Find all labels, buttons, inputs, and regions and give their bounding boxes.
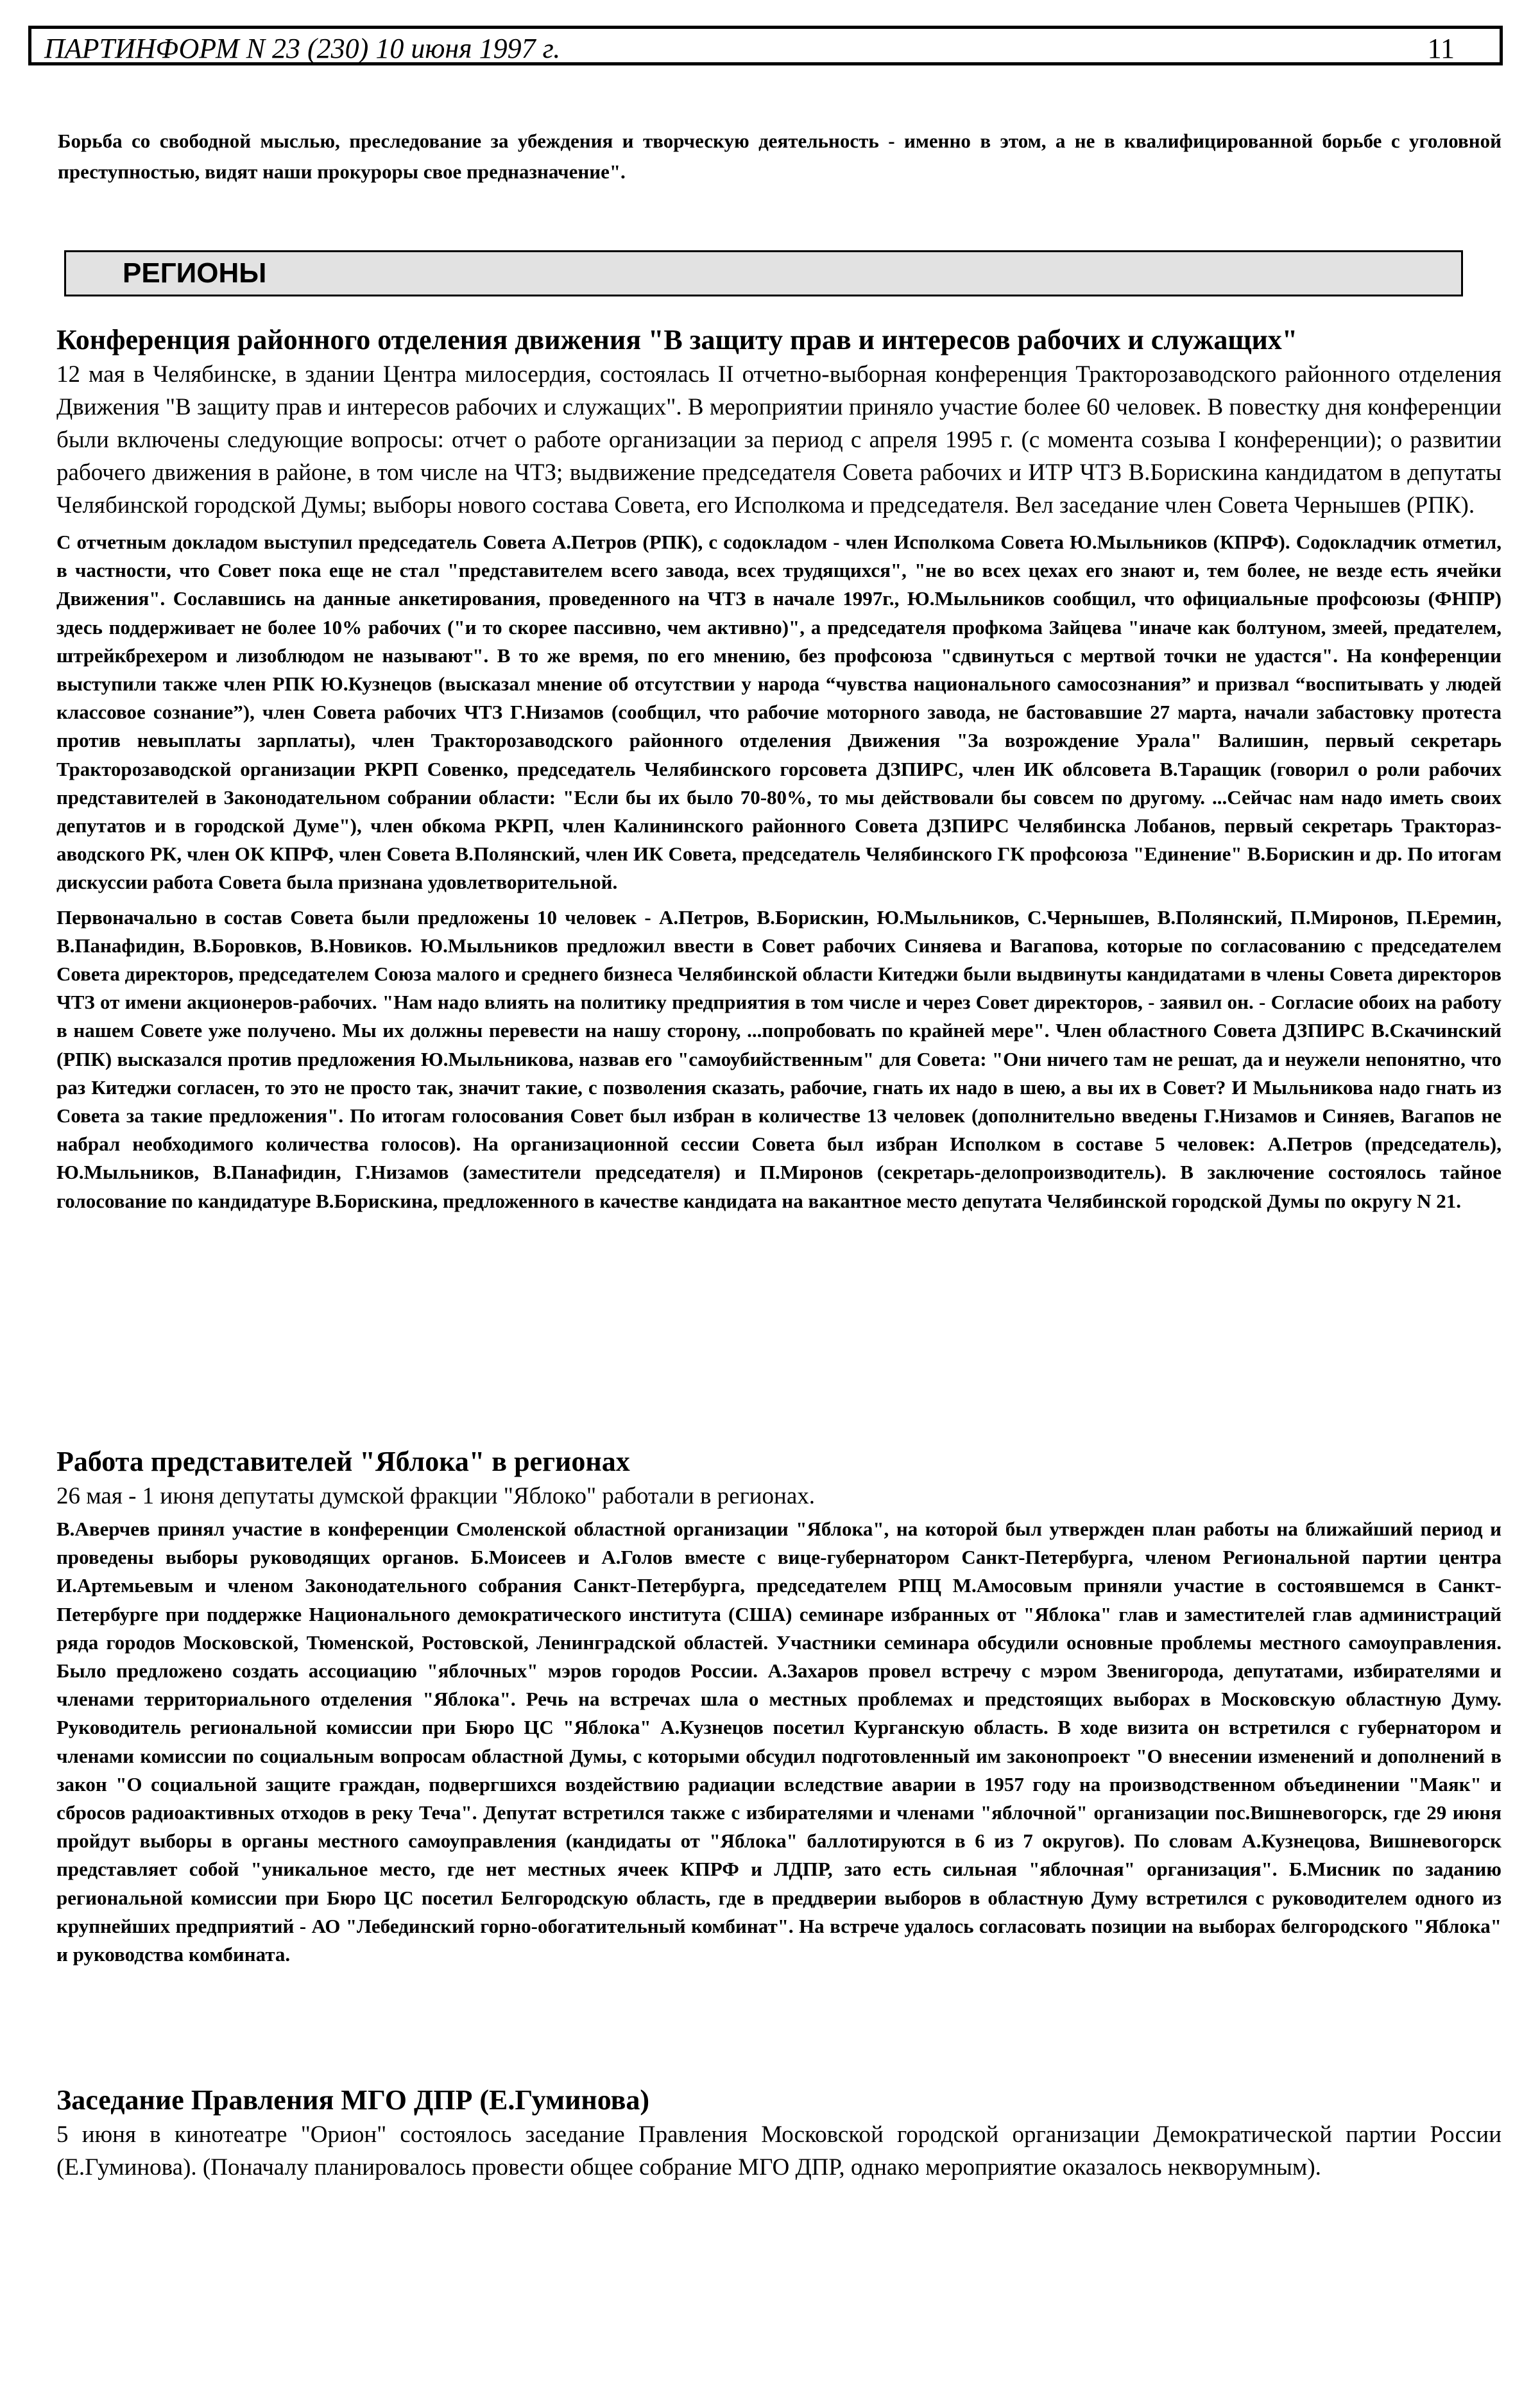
article-conference (56, 322, 1502, 1215)
article-title: Конференция районного отделения движения "В защиту прав и интересов рабочих и служащих" (56, 324, 1298, 356)
page-header (28, 26, 1503, 65)
page-number: 11 (1427, 33, 1455, 64)
article-yabloko-regions (56, 1444, 1502, 1969)
section-banner (64, 250, 1463, 296)
article-mgo-dpr (56, 2082, 1502, 2184)
article-lead: 26 мая - 1 июня депутаты думской фракции "Яблоко" работали в регионах. (56, 1483, 816, 1509)
article-body-paragraph: В.Аверчев принял участие в конференции Смоленской областной организации "Яблока", на которой был утвержден план работы на ближайший период и проведены выборы руководящих органов. Б.Моисеев и А.Голов вместе с вице-губернатором Санкт-Петербурга, членом Региональной партии центра И.Артемьевым и членом Законодательного собрания Санкт-Петербурга, председателем РПЦ М.Амосовым приняли участие в состоявшемся в Санкт-Петербурге при поддержке Национального демократического института (США) семинаре избранных от "Яблока" глав и заместителей глав администраций ряда городов Московской, Тюменской, Ростовской, Ленинградской областей. Участники семинара обсудили основные проблемы местного самоуправления. Было предложено создать ассоциацию "яблочных" мэров городов России. А.Захаров провел встречу с мэром Звенигорода, депутатами, избирателями и членами территориального отделения "Яблока". Речь на встречах шла о местных проблемах и предстоящих выборах в Московскую областную Думу. Руководитель региональной комиссии при Бюро ЦС "Яблока" А.Кузнецов посетил Курганскую область. В ходе визита он встретился с губернатором и членами комиссии по социальным вопросам областной Думы, с которыми обсудил подготовленный им законопроект "О внесении изменений и дополнений в закон "О социальной защите граждан, подвергшихся воздействию радиации вследствие аварии в 1957 году на производственном объединении "Маяк" и сбросов радиоактивных отходов в реку Теча". Депутат встретился также с избирателями и членами "яблочной" организации пос.Вишневогорск, где 29 июня пройдут выборы в органы местного самоуправления (кандидаты от "Яблока" баллотируются в 6 из 7 округов). По словам А.Кузнецова, Вишневогорск представляет собой "уникальное место, где нет местных ячеек КПРФ и ЛДПР, зато есть сильная "яблочная" организация". Б.Мисник по заданию региональной комиссии при Бюро ЦС посетил Белгородскую область, где в преддверии выборов в областную Думу встретился с руководителем одного из крупнейших предприятий - АО "Лебединский горно-обогатительный комбинат". На встрече удалось согласовать позиции на выборах белгородского "Яблока" и руководства комбината. (56, 1518, 1502, 1966)
article-body-paragraph: С отчетным докладом выступил председатель Совета А.Петров (РПК), с содокладом - член Исполкома Совета Ю.Мыльников (КПРФ). Содокладчик отметил, в частности, что Совет пока еще не стал "представителем всего завода, всех трудящихся", "не во всех цехах его знают и, тем более, не везде есть ячейки Движения". Сославшись на данные анкетирования, проведенного на ЧТЗ в начале 1997г., Ю.Мыльников сообщил, что официальные профсоюзы (ФНПР) здесь поддерживает не более 10% рабочих ("и то скорее пассивно, чем активно)", а председателя профкома Зайцева "иначе как болтуном, змеей, предателем, штрейкбрехером и лизоблюдом не называют". В то же время, по его мнению, без профсоюза "сдвинуться с мертвой точки не удастся". На конференции выступили также член РПК Ю.Кузнецов (высказал мнение об отсутствии у народа “чувства национального самосознания” и призвал “воспитывать у людей классовое сознание”), член Совета рабочих ЧТЗ Г.Низамов (сообщил, что рабочие моторного завода, не бастовавшие 27 марта, начали забастовку протеста против невыплаты зарплаты), член Тракторозаводского районного отделения Движения "За возрождение Урала" Валишин, первый секретарь Тракторозаводской организации РКРП Совенко, председатель Челябинского горсовета ДЗПИРС, член ИК облсовета В.Таращик (говорил о роли рабочих представителей в Законодательном собрании области: "Если бы их было 70-80%, то мы действовали бы совсем по другому. ...Сейчас нам надо иметь своих депутатов и в городской Думе"), член обкома РКРП, член Калининского районного Совета ДЗПИРС Челябинска Лобанов, первый секретарь Тракторазаводского РК, член ОК КПРФ, член Совета В.Полянский, член ИК Совета, председатель Челябинского ГК профсоюза "Единение" В.Борискин и др. По итогам дискуссии работа Совета была признана удовлетворительной. (56, 531, 1502, 894)
intro-paragraph: Борьба со свободной мыслью, преследование за убеждения и творческую деятельность - именно в этом, а не в квалифицированной борьбе с уголовной преступностью, видят наши прокуроры свое предназначение". (58, 130, 1502, 183)
article-lead: 12 мая в Челябинске, в здании Центра милосердия, состоялась II отчетно-выборная конференция Тракторозаводского районного отделения Движения "В защиту прав и интересов рабочих и служащих". В мероприятии приняло участие более 60 человек. В повестку дня конференции были включены следующие вопросы: отчет о работе организации за период с апреля 1995 г. (с момента созыва I конференции); о развитии рабочего движения в районе, в том числе на ЧТЗ; выдвижение председателя Совета рабочих и ИТР ЧТЗ В.Борискина кандидатом в депутаты Челябинской городской Думы; выборы нового состава Совета, его Исполкома и председателя. Вел заседание член Совета Чернышев (РПК). (56, 361, 1502, 518)
article-title: Заседание Правления МГО ДПР (Е.Гуминова) (56, 2084, 650, 2116)
article-body-paragraph: Первоначально в состав Совета были предложены 10 человек - А.Петров, В.Борискин, Ю.Мыльников, С.Чернышев, В.Полянский, П.Миронов, П.Еремин, В.Панафидин, В.Боровков, В.Новиков. Ю.Мыльников предложил ввести в Совет рабочих Синяева и Вагапова, которые по согласованию с председателем Совета директоров, председателем Союза малого и среднего бизнеса Челябинской области Китеджи были выдвинуты кандидатами в члены Совета директоров ЧТЗ от имени акционеров-рабочих. "Нам надо влиять на политику предприятия в том числе и через Совет директоров, - заявил он. - Согласие обоих на работу в нашем Совете уже получено. Мы их должны перевести на нашу сторону, ...попробовать по крайней мере". Член областного Совета ДЗПИРС В.Скачинский (РПК) высказался против предложения Ю.Мыльникова, назвав его "самоубийственным" для Совета: "Они ничего там не решат, да и неужели непонятно, что раз Китеджи согласен, то это не просто так, значит такие, с позволения сказать, рабочие, гнать их надо в шею, а вы их в Совет? И Мыльникова надо гнать из Совета за такие предложения". По итогам голосования Совет был избран в количестве 13 человек (дополнительно введены Г.Низамов и Синяев, Вагапов не набрал необходимого количества голосов). На организационной сессии Совета был избран Исполком в составе 5 человек: А.Петров (председатель), Ю.Мыльников, В.Панафидин, Г.Низамов (заместители председателя) и П.Миронов (секретарь-делопроизводитель). В заключение состоялось тайное голосование по кандидатуре В.Борискина, предложенного в качестве кандидата на вакантное место депутата Челябинской городской Думы по округу N 21. (56, 905, 1502, 1212)
article-lead: 5 июня в кинотеатре "Орион" состоялось заседание Правления Московской городской организации Демократической партии России (Е.Гуминова). (Поначалу планировалось провести общее собрание МГО ДПР, однако мероприятие оказалось некворумным). (56, 2121, 1502, 2181)
section-banner-label: РЕГИОНЫ (123, 257, 267, 289)
publication-title: ПАРТИНФОРМ N 23 (230) 10 июня 1997 г. (44, 33, 561, 64)
article-title: Работа представителей "Яблока" в регионах (56, 1446, 630, 1477)
